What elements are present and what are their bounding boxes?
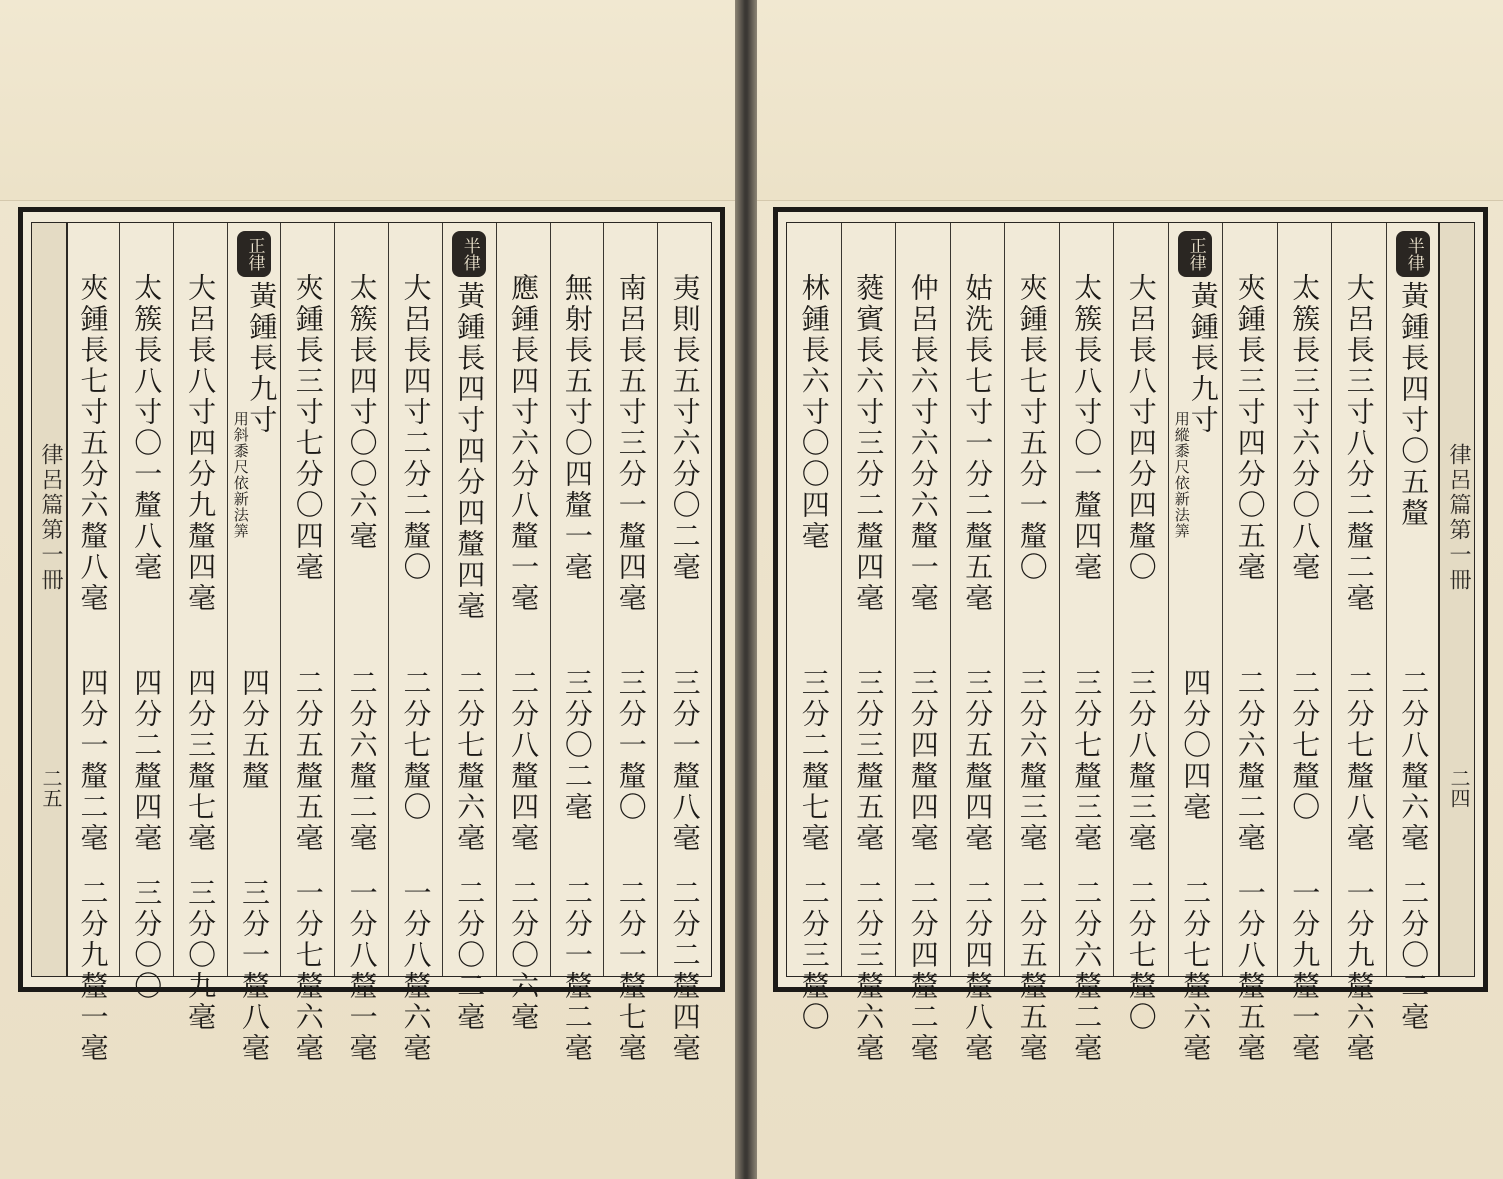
measure-value-2: 二分七釐六毫 [1179, 878, 1213, 1064]
measure-value-1: 二分七釐六毫 [453, 668, 487, 854]
pitch-name-length: 夾鍾長七寸五分一釐〇 [1015, 273, 1049, 583]
pitch-name-length: 黃鍾長九寸 [245, 281, 279, 436]
measure-value-1: 三分八釐三毫 [1124, 668, 1158, 854]
pitch-name-length: 大呂長八寸四分四釐〇 [1124, 273, 1158, 583]
right-page [757, 0, 1503, 1179]
right-columns [787, 223, 1440, 1064]
section-badge: 正律 [237, 231, 271, 277]
measure-value-1: 四分一釐二毫 [76, 668, 110, 854]
top-margin [757, 0, 1503, 201]
pitch-name-length: 黃鍾長四寸〇五釐 [1397, 281, 1431, 529]
pitch-name-length: 夾鍾長七寸五分六釐八毫 [76, 273, 110, 614]
measure-value-2: 二分〇二毫 [453, 878, 487, 1033]
book-gutter [735, 0, 757, 1179]
measure-value-1: 三分一釐八毫 [668, 668, 702, 854]
table-column [787, 223, 841, 1033]
pitch-name-length: 黃鍾長四寸四分四釐四毫 [453, 281, 487, 622]
table-column [1113, 223, 1168, 1033]
measure-value-1: 二分七釐〇 [399, 668, 433, 823]
table-column [442, 223, 496, 1033]
section-badge: 正律 [1178, 231, 1212, 277]
measure-value-2: 二分四釐八毫 [961, 878, 995, 1064]
pitch-name-length: 大呂長八寸四分九釐四毫 [184, 273, 218, 614]
top-margin [0, 0, 735, 201]
measure-value-2: 一分八釐五毫 [1233, 878, 1267, 1064]
measure-value-2: 二分〇六毫 [507, 878, 541, 1033]
right-fold-page-number: 二四 [1447, 768, 1471, 808]
pitch-name-length: 夾鍾長三寸四分〇五毫 [1233, 273, 1267, 583]
pitch-name-length: 太簇長八寸〇一釐八毫 [130, 273, 164, 583]
measure-value-2: 二分五釐五毫 [1015, 878, 1049, 1064]
table-column [950, 223, 1005, 1064]
measure-value-1: 二分六釐二毫 [1233, 668, 1267, 854]
table-column [496, 223, 550, 1033]
pitch-name-length: 黃鍾長九寸 [1186, 281, 1220, 436]
pitch-name-length: 姑洗長七寸一分二釐五毫 [961, 273, 995, 614]
right-table-inner [786, 222, 1475, 1064]
measure-value-1: 四分三釐七毫 [184, 668, 218, 854]
left-columns [66, 223, 711, 1064]
pitch-name-length: 林鍾長六寸〇〇四毫 [797, 273, 831, 552]
measure-value-2: 二分四釐二毫 [906, 878, 940, 1064]
pitch-name-length: 太簇長四寸〇〇六毫 [345, 273, 379, 552]
measure-value-2: 二分二釐四毫 [668, 878, 702, 1064]
pitch-name-length: 南呂長五寸三分一釐四毫 [614, 273, 648, 614]
table-column [280, 223, 334, 1064]
measure-value-1: 三分五釐四毫 [961, 668, 995, 854]
table-column [1059, 223, 1114, 1064]
table-column [173, 223, 227, 1033]
measure-value-1: 二分七釐八毫 [1342, 668, 1376, 854]
measure-value-2: 二分三釐六毫 [852, 878, 886, 1064]
left-fold-page-number: 二五 [39, 768, 63, 808]
measure-value-1: 三分三釐五毫 [852, 668, 886, 854]
right-fold-margin [1438, 223, 1474, 976]
pitch-name-length: 大呂長三寸八分二釐二毫 [1342, 273, 1376, 614]
method-note: 用縱黍尺依新法筭 [1172, 411, 1191, 539]
measure-value-1: 二分六釐二毫 [345, 668, 379, 854]
table-column [657, 223, 711, 1064]
measure-value-1: 四分〇四毫 [1179, 668, 1213, 823]
table-column [550, 223, 604, 1064]
table-column [1004, 223, 1059, 1064]
measure-value-2: 一分八釐一毫 [345, 878, 379, 1064]
table-column [1331, 223, 1386, 1064]
measure-value-2: 一分七釐六毫 [291, 878, 325, 1064]
table-column [119, 223, 173, 1002]
right-table-frame [773, 207, 1488, 1064]
measure-value-2: 二分一釐二毫 [560, 878, 594, 1064]
table-column [895, 223, 950, 1064]
table-column [603, 223, 657, 1064]
measure-value-2: 三分〇〇 [130, 878, 164, 1002]
section-badge: 半律 [1396, 231, 1430, 277]
pitch-name-length: 夷則長五寸六分〇二毫 [668, 273, 702, 583]
measure-value-1: 三分〇二毫 [560, 668, 594, 823]
left-table-inner [31, 222, 712, 1064]
measure-value-2: 一分九釐一毫 [1288, 878, 1322, 1064]
measure-value-2: 二分〇二毫 [1397, 878, 1431, 1033]
measure-value-2: 二分一釐七毫 [614, 878, 648, 1064]
measure-value-2: 二分三釐〇 [797, 878, 831, 1033]
measure-value-1: 三分七釐三毫 [1070, 668, 1104, 854]
measure-value-1: 二分八釐六毫 [1397, 668, 1431, 854]
left-fold-margin [32, 223, 68, 976]
pitch-name-length: 大呂長四寸二分二釐〇 [399, 273, 433, 583]
table-column [334, 223, 388, 1064]
table-column [841, 223, 896, 1064]
measure-value-2: 一分八釐六毫 [399, 878, 433, 1064]
measure-value-1: 二分七釐〇 [1288, 668, 1322, 823]
pitch-name-length: 夾鍾長三寸七分〇四毫 [291, 273, 325, 583]
pitch-name-length: 應鍾長四寸六分八釐一毫 [507, 273, 541, 614]
left-fold-title: 律呂篇第一冊 [38, 443, 63, 593]
section-badge: 半律 [452, 231, 486, 277]
measure-value-2: 二分七釐〇 [1124, 878, 1158, 1033]
measure-value-1: 四分二釐四毫 [130, 668, 164, 854]
measure-value-1: 三分四釐四毫 [906, 668, 940, 854]
measure-value-1: 三分一釐〇 [614, 668, 648, 823]
table-column [66, 223, 119, 1064]
pitch-name-length: 無射長五寸〇四釐一毫 [560, 273, 594, 583]
measure-value-2: 二分六釐二毫 [1070, 878, 1104, 1064]
measure-value-2: 三分〇九毫 [184, 878, 218, 1033]
table-column [1386, 223, 1441, 1033]
table-column [1222, 223, 1277, 1064]
table-column [227, 223, 281, 1064]
measure-value-2: 二分九釐一毫 [76, 878, 110, 1064]
measure-value-1: 二分八釐四毫 [507, 668, 541, 854]
table-column [1277, 223, 1332, 1064]
table-column [388, 223, 442, 1064]
right-fold-title: 律呂篇第一冊 [1446, 443, 1471, 593]
measure-value-1: 二分五釐五毫 [291, 668, 325, 854]
measure-value-1: 三分二釐七毫 [797, 668, 831, 854]
method-note: 用斜黍尺依新法筭 [231, 411, 250, 539]
pitch-name-length: 太簇長三寸六分〇八毫 [1288, 273, 1322, 583]
measure-value-2: 一分九釐六毫 [1342, 878, 1376, 1064]
measure-value-1: 三分六釐三毫 [1015, 668, 1049, 854]
pitch-name-length: 蕤賓長六寸三分二釐四毫 [852, 273, 886, 614]
pitch-name-length: 太簇長八寸〇一釐四毫 [1070, 273, 1104, 583]
pitch-name-length: 仲呂長六寸六分六釐一毫 [906, 273, 940, 614]
table-column [1168, 223, 1223, 1064]
measure-value-1: 四分五釐 [237, 668, 271, 792]
measure-value-2: 三分一釐八毫 [237, 878, 271, 1064]
left-table-frame [18, 207, 725, 1064]
left-page [0, 0, 735, 1179]
